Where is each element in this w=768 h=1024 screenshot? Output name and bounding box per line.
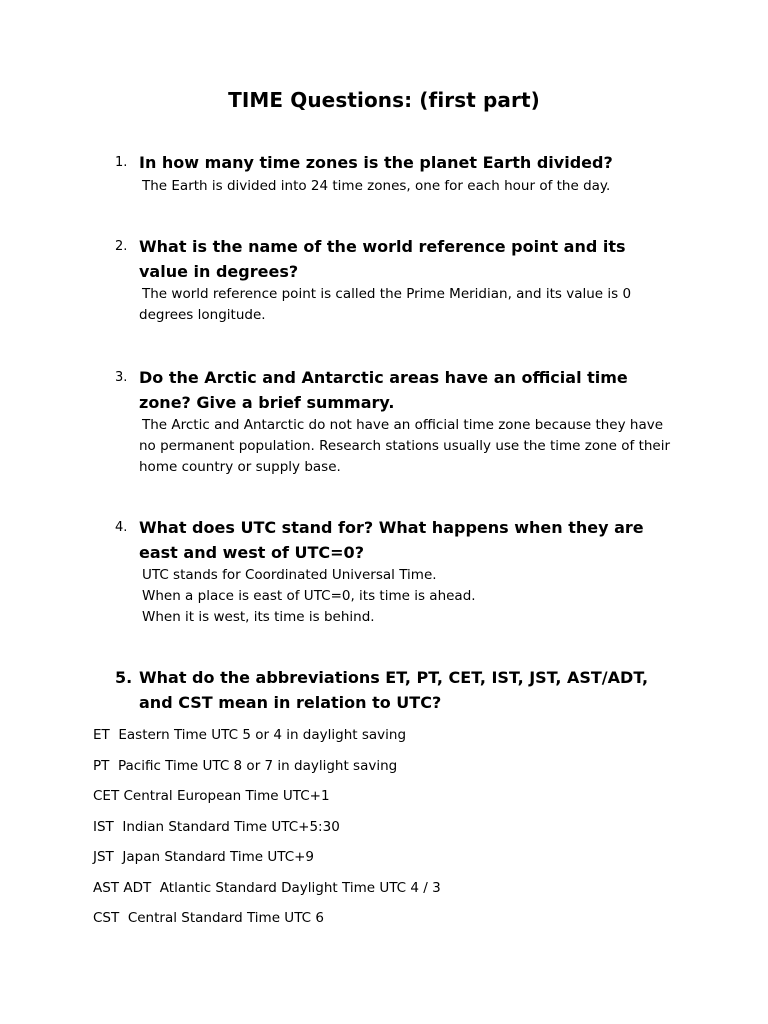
answer-line: When a place is east of UTC=0, its time is ahead.: [142, 587, 476, 604]
list-item: JST Japan Standard Time UTC+9: [93, 849, 315, 865]
question-text: Do the Arctic and Antarctic areas have an official time zone? Give a brief summary.: [139, 368, 628, 412]
list-item: CST Central Standard Time UTC 6: [93, 910, 324, 926]
answer-text: The world reference point is called the Prime Meridian, and its value is 0 degrees longitude.: [139, 286, 632, 323]
question-2: [115, 235, 680, 326]
question-1: [115, 151, 680, 196]
question-text: What do the abbreviations ET, PT, CET, IST, JST, AST/ADT, and CST mean in relation to UTC?: [139, 668, 649, 712]
question-text: What is the name of the world reference point and its value in degrees?: [139, 237, 626, 281]
answer-line: UTC stands for Coordinated Universal Time.: [142, 567, 437, 583]
page-title: TIME Questions: (first part): [228, 88, 540, 112]
question-5: [115, 666, 680, 715]
answer-line: When it is west, its time is behind.: [142, 608, 375, 625]
list-item: ET Eastern Time UTC 5 or 4 in daylight saving: [93, 727, 407, 743]
question-4: [115, 516, 680, 627]
question-3: [115, 366, 680, 477]
list-item: CET Central European Time UTC+1: [93, 788, 330, 804]
question-number: 2.: [115, 239, 128, 254]
answer-text: The Earth is divided into 24 time zones, one for each hour of the day.: [142, 177, 611, 194]
list-item: AST ADT Atlantic Standard Daylight Time UTC 4 / 3: [93, 879, 441, 896]
question-text: In how many time zones is the planet Earth divided?: [139, 153, 613, 172]
abbreviation-list: [93, 725, 693, 939]
list-item: IST Indian Standard Time UTC+5:30: [93, 818, 340, 835]
answer-text: The Arctic and Antarctic do not have an official time zone because they have no permanent population. Research stations usually use the time zone of their home country or supply base.: [139, 417, 671, 475]
question-number: 1.: [115, 155, 128, 170]
list-item: PT Pacific Time UTC 8 or 7 in daylight saving: [93, 757, 398, 774]
question-number: 3.: [115, 370, 128, 385]
question-number: 5.: [115, 668, 133, 687]
question-text: What does UTC stand for? What happens when they are east and west of UTC=0?: [139, 518, 644, 562]
question-number: 4.: [115, 520, 128, 535]
